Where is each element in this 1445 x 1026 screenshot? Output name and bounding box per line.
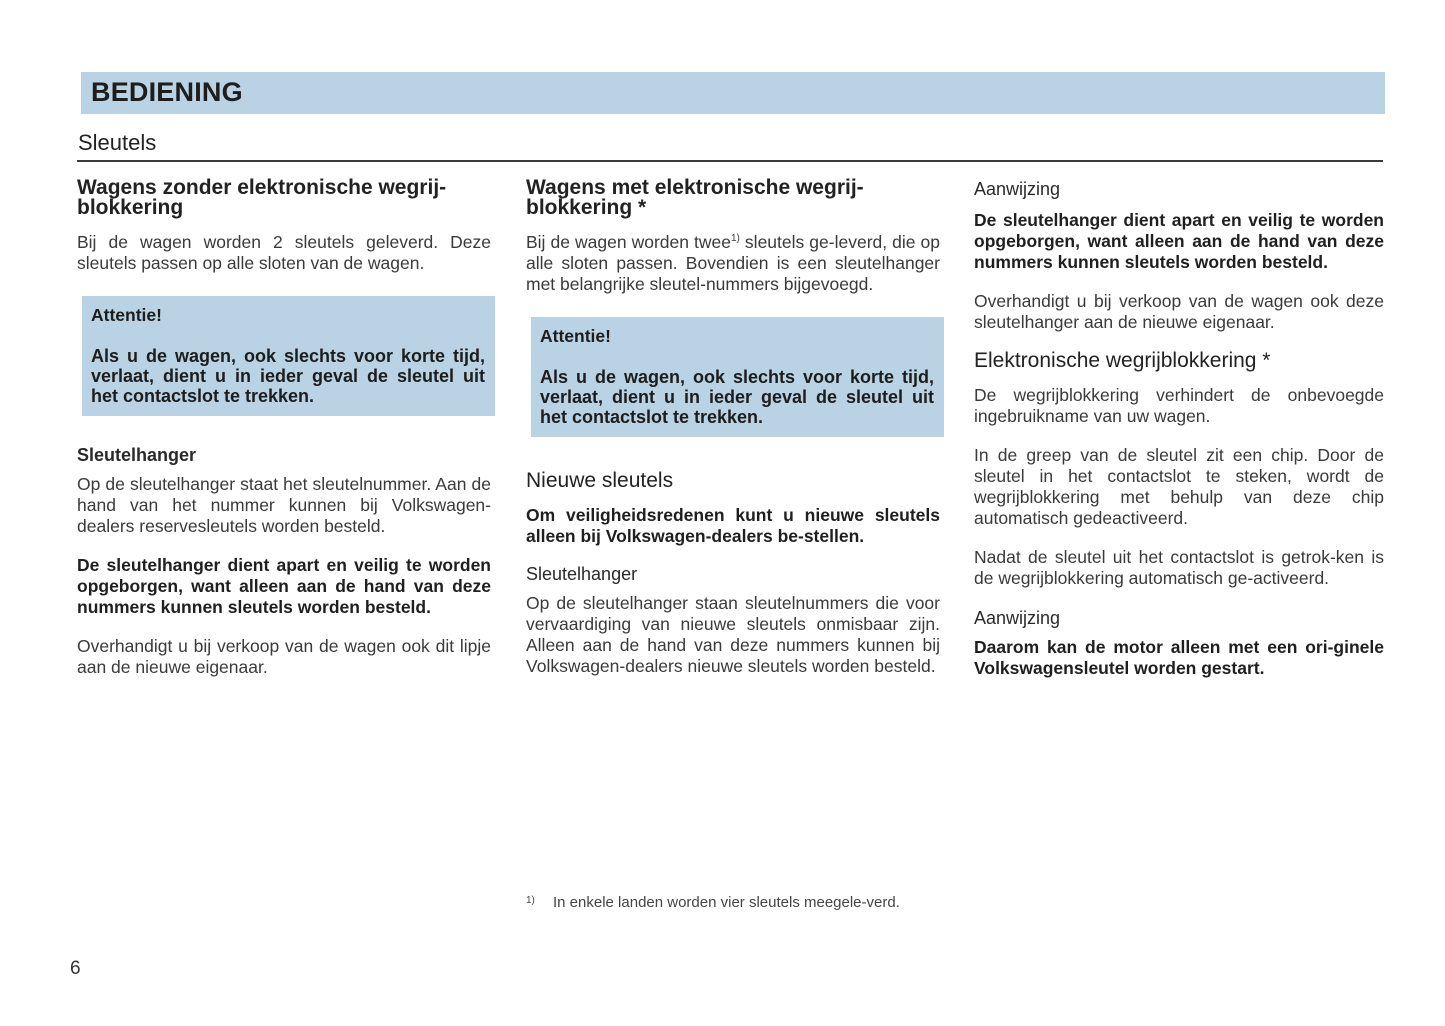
keyring-paragraph: Op de sleutelhanger staat het sleutelnummer. Aan de hand van het nummer kunnen bij Volkswagen-dealers reservesleutels worden besteld. xyxy=(77,474,491,536)
section-title: Sleutels xyxy=(78,130,157,155)
handover-paragraph: Overhandigt u bij verkoop van de wagen ook dit lipje aan de nieuwe eigenaar. xyxy=(77,636,491,677)
intro-text-before-note: Bij de wagen worden twee xyxy=(526,232,731,252)
chapter-band xyxy=(81,72,1385,114)
intro-text-after-note: sleutels ge-leverd, die op alle sloten passen. Bovendien is een sleutelhanger met belangrijke sleutel-nummers bijgevoegd. xyxy=(526,232,940,294)
column-3 xyxy=(974,178,1384,679)
immobilizer-paragraph-3: Nadat de sleutel uit het contactslot is getrok-ken is de wegrijblokkering automatisch ge-activeerd. xyxy=(974,547,1384,588)
attention-text: Als u de wagen, ook slechts voor korte tijd, verlaat, dient u in ieder geval de sleutel uit het contactslot te trekken. xyxy=(540,367,934,427)
footnote xyxy=(526,894,940,911)
footnote-reference: 1) xyxy=(730,233,740,245)
new-keys-heading: Nieuwe sleutels xyxy=(526,469,674,492)
column-1 xyxy=(77,178,491,678)
note2-heading: Aanwijzing xyxy=(974,608,1061,628)
intro-paragraph xyxy=(526,232,940,295)
column-2 xyxy=(526,178,940,677)
page-number: 6 xyxy=(70,958,81,979)
note-text: De sleutelhanger dient apart en veilig te worden opgeborgen, want alleen aan de hand van deze nummers kunnen sleutels worden besteld. xyxy=(974,210,1384,272)
immobilizer-paragraph-1: De wegrijblokkering verhindert de onbevoegde ingebruikname van uw wagen. xyxy=(974,385,1384,426)
keyring-paragraph: Op de sleutelhanger staan sleutelnummers die voor vervaardiging van nieuwe sleutels onmisbaar zijn. Alleen aan de hand van deze nummers kunnen bij Volkswagen-dealers nieuwe sleutels worden besteld. xyxy=(526,593,940,676)
attention-box xyxy=(531,317,944,437)
chapter-title: BEDIENING xyxy=(91,77,243,107)
immobilizer-paragraph-2: In de greep van de sleutel zit een chip. Door de sleutel in het contactslot te steken, wordt de wegrijblokkering met behulp van deze chip automatisch gedeactiveerd. xyxy=(974,445,1384,528)
intro-paragraph: Bij de wagen worden 2 sleutels geleverd. Deze sleutels passen op alle sloten van de wagen. xyxy=(77,232,491,273)
attention-text: Als u de wagen, ook slechts voor korte tijd, verlaat, dient u in ieder geval de sleutel uit het contactslot te trekken. xyxy=(91,346,485,406)
heading-with-immobilizer: Wagens met elektronische wegrij-blokkering * xyxy=(526,176,864,219)
attention-title: Attentie! xyxy=(540,326,611,346)
note-heading: Aanwijzing xyxy=(974,179,1061,199)
handover-paragraph: Overhandigt u bij verkoop van de wagen ook deze sleutelhanger aan de nieuwe eigenaar. xyxy=(974,291,1384,332)
new-keys-paragraph: Om veiligheidsredenen kunt u nieuwe sleutels alleen bij Volkswagen-dealers be-stellen. xyxy=(526,505,940,546)
footnote-text: In enkele landen worden vier sleutels meegele-verd. xyxy=(553,894,900,911)
section-divider xyxy=(77,160,1383,162)
keyring-heading: Sleutelhanger xyxy=(77,445,197,465)
heading-without-immobilizer: Wagens zonder elektronische wegrij-blokkering xyxy=(77,176,447,219)
attention-title: Attentie! xyxy=(91,305,162,325)
note2-text: Daarom kan de motor alleen met een ori-ginele Volkswagensleutel worden gestart. xyxy=(974,637,1384,678)
attention-box xyxy=(82,296,495,416)
keyring-warning: De sleutelhanger dient apart en veilig te worden opgeborgen, want alleen aan de hand van deze nummers kunnen sleutels worden besteld. xyxy=(77,555,491,617)
immobilizer-heading: Elektronische wegrijblokkering * xyxy=(974,349,1271,372)
keyring-heading: Sleutelhanger xyxy=(526,564,638,584)
footnote-mark: 1) xyxy=(526,895,535,906)
